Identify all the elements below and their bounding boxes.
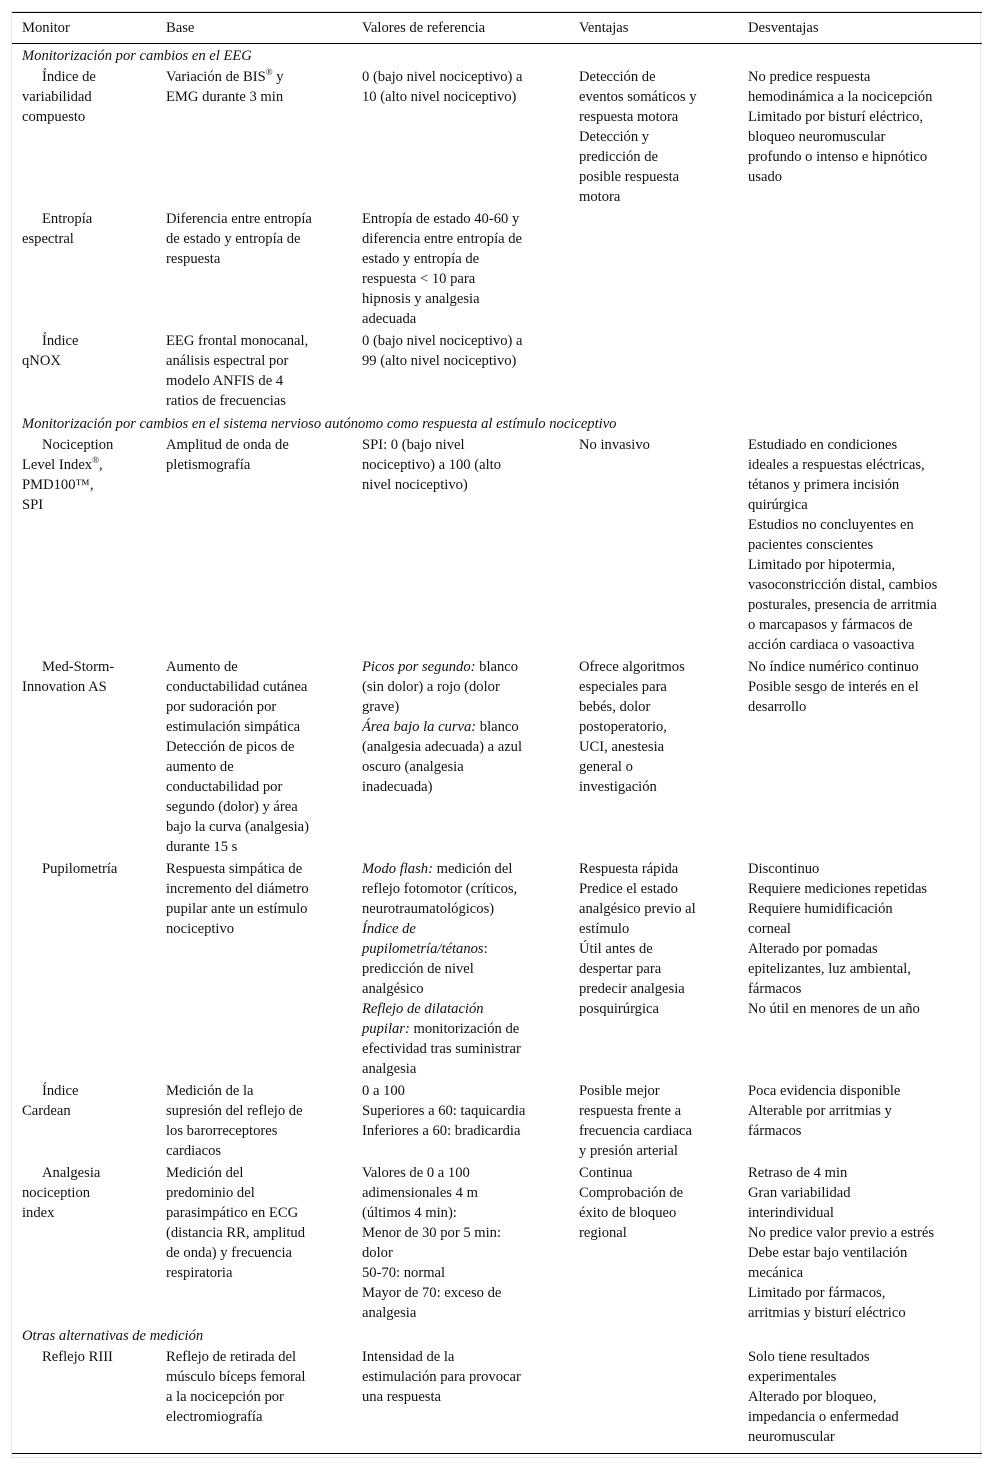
cell-line: Reflejo RIII bbox=[42, 1349, 113, 1365]
cell-line: Med-Storm- bbox=[42, 659, 115, 675]
cell-line: epitelizantes, luz ambiental, bbox=[748, 961, 911, 977]
cell-line: general o bbox=[579, 759, 633, 775]
cell-valores bbox=[352, 858, 569, 1080]
cell-line: Continua bbox=[579, 1165, 633, 1181]
cell-line: No predice valor previo a estrés bbox=[748, 1225, 934, 1241]
cell-line: ideales a respuestas eléctricas, bbox=[748, 457, 925, 473]
cell-line: modelo ANFIS de 4 bbox=[166, 373, 284, 389]
cell-desventajas bbox=[738, 656, 982, 858]
cell-line: No predice respuesta bbox=[748, 69, 871, 85]
cell-line: una respuesta bbox=[362, 1389, 442, 1405]
cell-line: estímulo bbox=[579, 921, 630, 937]
cell-line: Intensidad de la bbox=[362, 1349, 455, 1365]
cell-line bbox=[362, 657, 565, 677]
cell-line: SPI bbox=[22, 497, 44, 513]
cell-line: eventos somáticos y bbox=[579, 89, 697, 105]
cell-valores bbox=[352, 1080, 569, 1162]
cell-line: Debe estar bajo ventilación bbox=[748, 1245, 908, 1261]
cell-line bbox=[362, 1019, 565, 1039]
cell-base bbox=[156, 330, 352, 412]
cell-monitor bbox=[12, 1162, 156, 1324]
cell-line: Medición del bbox=[166, 1165, 244, 1181]
cell-line bbox=[362, 1039, 565, 1059]
cell-line: nivel nociceptivo) bbox=[362, 477, 468, 493]
cell-italic-text: Picos por segundo: bbox=[362, 659, 476, 675]
cell-line: estimulación simpática bbox=[166, 719, 301, 735]
cell-text: : bbox=[483, 941, 488, 957]
cell-line: Gran variabilidad bbox=[748, 1185, 851, 1201]
cell-line: EMG durante 3 min bbox=[166, 89, 284, 105]
cell-line: 0 (bajo nivel nociceptivo) a bbox=[362, 69, 523, 85]
cell-line: 0 a 100 bbox=[362, 1083, 405, 1099]
monitoring-table bbox=[12, 12, 982, 1454]
cell-ventajas bbox=[569, 1080, 738, 1162]
cell-line: No útil en menores de un año bbox=[748, 1001, 920, 1017]
section-row bbox=[12, 1324, 982, 1346]
cell-line bbox=[362, 879, 565, 899]
cell-valores bbox=[352, 1346, 569, 1454]
cell-line bbox=[362, 959, 565, 979]
cell-line: EEG frontal monocanal, bbox=[166, 333, 309, 349]
cell-line: Respuesta simpática de bbox=[166, 861, 303, 877]
cell-line: Detección y bbox=[579, 129, 650, 145]
cell-line: 10 (alto nivel nociceptivo) bbox=[362, 89, 517, 105]
cell-line: Retraso de 4 min bbox=[748, 1165, 848, 1181]
cell-line: frecuencia cardiaca bbox=[579, 1123, 693, 1139]
cell-base bbox=[156, 1162, 352, 1324]
cell-desventajas bbox=[738, 1162, 982, 1324]
cell-text: medición del bbox=[432, 861, 513, 877]
header-ventajas: Ventajas bbox=[569, 13, 738, 44]
cell-text: analgésico bbox=[362, 981, 424, 997]
cell-base bbox=[156, 858, 352, 1080]
table-row bbox=[12, 208, 982, 330]
cell-line bbox=[362, 919, 565, 939]
cell-monitor bbox=[12, 66, 156, 208]
cell-line: Discontinuo bbox=[748, 861, 820, 877]
cell-line bbox=[362, 677, 565, 697]
cell-line: Superiores a 60: taquicardia bbox=[362, 1103, 526, 1119]
cell-line: interindividual bbox=[748, 1205, 834, 1221]
cell-base bbox=[156, 434, 352, 656]
cell-line: acción cardiaca o vasoactiva bbox=[748, 637, 915, 653]
cell-line: Analgesia bbox=[42, 1165, 101, 1181]
header-row bbox=[12, 13, 982, 44]
cell-line: Comprobación de bbox=[579, 1185, 684, 1201]
cell-italic-text: Modo flash: bbox=[362, 861, 433, 877]
cell-line: Variación de BIS® y bbox=[166, 67, 284, 85]
cell-line: Detección de picos de bbox=[166, 739, 295, 755]
cell-line: adimensionales 4 m bbox=[362, 1185, 478, 1201]
cell-line: vasoconstricción distal, cambios bbox=[748, 577, 938, 593]
cell-line: variabilidad bbox=[22, 89, 92, 105]
section-title: Monitorización por cambios en el EEG bbox=[22, 48, 252, 64]
header-base: Base bbox=[156, 13, 352, 44]
cell-valores bbox=[352, 434, 569, 656]
section-row bbox=[12, 412, 982, 434]
cell-line: estado y entropía de bbox=[362, 251, 480, 267]
cell-text: reflejo fotomotor (críticos, bbox=[362, 881, 518, 897]
cell-line: especiales para bbox=[579, 679, 667, 695]
cell-line: profundo o intenso e hipnótico bbox=[748, 149, 928, 165]
cell-line bbox=[362, 717, 565, 737]
cell-line: Menor de 30 por 5 min: bbox=[362, 1225, 502, 1241]
table-row bbox=[12, 330, 982, 412]
cell-line: conductabilidad cutánea bbox=[166, 679, 308, 695]
cell-base bbox=[156, 656, 352, 858]
cell-desventajas bbox=[738, 858, 982, 1080]
cell-line: éxito de bloqueo bbox=[579, 1205, 677, 1221]
cell-line: Aumento de bbox=[166, 659, 238, 675]
cell-line: Poca evidencia disponible bbox=[748, 1083, 901, 1099]
cell-line: electromiografía bbox=[166, 1409, 263, 1425]
header-valores: Valores de referencia bbox=[352, 13, 569, 44]
cell-line: 0 (bajo nivel nociceptivo) a bbox=[362, 333, 523, 349]
cell-line: Requiere humidificación bbox=[748, 901, 893, 917]
cell-line: Limitado por bisturí eléctrico, bbox=[748, 109, 924, 125]
cell-line: (distancia RR, amplitud bbox=[166, 1225, 306, 1241]
cell-line: usado bbox=[748, 169, 783, 185]
cell-ventajas bbox=[569, 208, 738, 330]
cell-line: respuesta < 10 para bbox=[362, 271, 476, 287]
cell-line: respiratoria bbox=[166, 1265, 233, 1281]
cell-line: Pupilometría bbox=[42, 861, 118, 877]
cell-line: Índice bbox=[42, 333, 79, 349]
cell-line: nociceptivo) a 100 (alto bbox=[362, 457, 501, 473]
section-title: Otras alternativas de medición bbox=[22, 1328, 204, 1344]
cell-line: motora bbox=[579, 189, 621, 205]
cell-line: dolor bbox=[362, 1245, 393, 1261]
cell-text: inadecuada) bbox=[362, 779, 433, 795]
cell-line: o marcapasos y fármacos de bbox=[748, 617, 913, 633]
cell-line: Limitado por hipotermia, bbox=[748, 557, 896, 573]
cell-line: No invasivo bbox=[579, 437, 650, 453]
cell-line: Índice de bbox=[42, 69, 96, 85]
cell-line: qNOX bbox=[22, 353, 61, 369]
cell-desventajas bbox=[738, 66, 982, 208]
cell-monitor bbox=[12, 208, 156, 330]
cell-line: PMD100™, bbox=[22, 477, 94, 493]
cell-line: Ofrece algoritmos bbox=[579, 659, 685, 675]
cell-base bbox=[156, 1080, 352, 1162]
cell-base bbox=[156, 208, 352, 330]
cell-desventajas bbox=[738, 434, 982, 656]
cell-line: mecánica bbox=[748, 1265, 804, 1281]
cell-desventajas bbox=[738, 1080, 982, 1162]
cell-line bbox=[362, 979, 565, 999]
cell-desventajas bbox=[738, 1346, 982, 1454]
cell-text: predicción de nivel bbox=[362, 961, 474, 977]
cell-line: tétanos y primera incisión bbox=[748, 477, 900, 493]
cell-line: Alterado por bloqueo, bbox=[748, 1389, 877, 1405]
table-row bbox=[12, 1346, 982, 1454]
cell-valores bbox=[352, 208, 569, 330]
cell-italic-text: pupilar: bbox=[362, 1021, 410, 1037]
cell-line: hemodinámica a la nocicepción bbox=[748, 89, 933, 105]
cell-ventajas bbox=[569, 330, 738, 412]
cell-line: 50-70: normal bbox=[362, 1265, 446, 1281]
cell-line: Cardean bbox=[22, 1103, 71, 1119]
cell-line: (últimos 4 min): bbox=[362, 1205, 457, 1221]
cell-line: Level Index®, bbox=[22, 455, 103, 473]
cell-ventajas bbox=[569, 858, 738, 1080]
cell-line: Detección de bbox=[579, 69, 656, 85]
cell-line: pupilar ante un estímulo bbox=[166, 901, 308, 917]
cell-line: posquirúrgica bbox=[579, 1001, 659, 1017]
cell-line: a la nocicepción por bbox=[166, 1389, 284, 1405]
cell-line: los barorreceptores bbox=[166, 1123, 278, 1139]
cell-ventajas bbox=[569, 1162, 738, 1324]
cell-base bbox=[156, 66, 352, 208]
cell-line bbox=[362, 899, 565, 919]
cell-line: predicción de bbox=[579, 149, 659, 165]
cell-line: de onda) y frecuencia bbox=[166, 1245, 292, 1261]
cell-line: Reflejo de retirada del bbox=[166, 1349, 297, 1365]
cell-text: neurotraumatológicos) bbox=[362, 901, 495, 917]
cell-italic-text: pupilometría/tétanos bbox=[362, 941, 484, 957]
table-row bbox=[12, 858, 982, 1080]
cell-line: conductabilidad por bbox=[166, 779, 283, 795]
cell-line: SPI: 0 (bajo nivel bbox=[362, 437, 465, 453]
cell-line: compuesto bbox=[22, 109, 86, 125]
cell-valores bbox=[352, 66, 569, 208]
cell-monitor bbox=[12, 434, 156, 656]
cell-line: estimulación para provocar bbox=[362, 1369, 521, 1385]
table-body bbox=[12, 44, 982, 1454]
cell-line: Diferencia entre entropía bbox=[166, 211, 312, 227]
cell-line: Limitado por fármacos, bbox=[748, 1285, 886, 1301]
cell-line bbox=[362, 859, 565, 879]
cell-line: bebés, dolor bbox=[579, 699, 651, 715]
cell-line bbox=[362, 777, 565, 797]
cell-line: predominio del bbox=[166, 1185, 255, 1201]
cell-line: segundo (dolor) y área bbox=[166, 799, 298, 815]
section-row bbox=[12, 44, 982, 67]
table-row bbox=[12, 656, 982, 858]
cell-line: bloqueo neuromuscular bbox=[748, 129, 886, 145]
cell-valores bbox=[352, 330, 569, 412]
cell-ventajas bbox=[569, 66, 738, 208]
cell-line: experimentales bbox=[748, 1369, 837, 1385]
cell-text: oscuro (analgesia bbox=[362, 759, 464, 775]
cell-line: de estado y entropía de bbox=[166, 231, 301, 247]
cell-line: investigación bbox=[579, 779, 657, 795]
cell-monitor bbox=[12, 1346, 156, 1454]
cell-ventajas bbox=[569, 656, 738, 858]
cell-line: diferencia entre entropía de bbox=[362, 231, 523, 247]
cell-text: analgesia bbox=[362, 1061, 417, 1077]
cell-line: respuesta frente a bbox=[579, 1103, 682, 1119]
cell-line: Útil antes de bbox=[579, 941, 653, 957]
cell-line: Alterable por arritmias y bbox=[748, 1103, 892, 1119]
cell-line: impedancia o enfermedad bbox=[748, 1409, 899, 1425]
cell-line: Estudiado en condiciones bbox=[748, 437, 898, 453]
cell-line: nociceptivo bbox=[166, 921, 235, 937]
cell-line bbox=[362, 999, 565, 1019]
cell-line: Mayor de 70: exceso de bbox=[362, 1285, 502, 1301]
cell-line: Nociception bbox=[42, 437, 114, 453]
cell-line: Estudios no concluyentes en bbox=[748, 517, 914, 533]
cell-line: corneal bbox=[748, 921, 791, 937]
cell-line: parasimpático en ECG bbox=[166, 1205, 299, 1221]
cell-line bbox=[362, 757, 565, 777]
cell-line: supresión del reflejo de bbox=[166, 1103, 303, 1119]
cell-monitor bbox=[12, 858, 156, 1080]
cell-line: posible respuesta bbox=[579, 169, 680, 185]
cell-valores bbox=[352, 1162, 569, 1324]
cell-line: regional bbox=[579, 1225, 627, 1241]
cell-line: nociception bbox=[22, 1185, 91, 1201]
cell-line: cardiacos bbox=[166, 1143, 222, 1159]
cell-line: Inferiores a 60: bradicardia bbox=[362, 1123, 521, 1139]
cell-line: Medición de la bbox=[166, 1083, 254, 1099]
cell-line: hipnosis y analgesia bbox=[362, 291, 480, 307]
cell-line: Posible sesgo de interés en el bbox=[748, 679, 919, 695]
cell-line: analgesia bbox=[362, 1305, 417, 1321]
cell-desventajas bbox=[738, 330, 982, 412]
cell-line: durante 15 s bbox=[166, 839, 238, 855]
cell-line: análisis espectral por bbox=[166, 353, 289, 369]
cell-line: incremento del diámetro bbox=[166, 881, 309, 897]
cell-line bbox=[362, 737, 565, 757]
cell-monitor bbox=[12, 1080, 156, 1162]
table-row bbox=[12, 434, 982, 656]
cell-valores bbox=[352, 656, 569, 858]
cell-line: Índice bbox=[42, 1083, 79, 1099]
cell-text: monitorización de bbox=[409, 1021, 520, 1037]
cell-line: index bbox=[22, 1205, 55, 1221]
cell-base bbox=[156, 1346, 352, 1454]
cell-italic-text: Reflejo de dilatación bbox=[362, 1001, 484, 1017]
cell-line: arritmias y bisturí eléctrico bbox=[748, 1305, 906, 1321]
cell-line: respuesta bbox=[166, 251, 221, 267]
cell-line: Requiere mediciones repetidas bbox=[748, 881, 928, 897]
cell-line: desarrollo bbox=[748, 699, 807, 715]
cell-line: Entropía bbox=[42, 211, 93, 227]
header-monitor: Monitor bbox=[12, 13, 156, 44]
cell-line bbox=[362, 939, 565, 959]
cell-monitor bbox=[12, 656, 156, 858]
cell-monitor bbox=[12, 330, 156, 412]
cell-line: Innovation AS bbox=[22, 679, 107, 695]
cell-line: por sudoración por bbox=[166, 699, 277, 715]
table-row bbox=[12, 1162, 982, 1324]
table-container bbox=[11, 11, 981, 1458]
cell-italic-text: Índice de bbox=[362, 921, 416, 937]
cell-line: adecuada bbox=[362, 311, 417, 327]
cell-line: fármacos bbox=[748, 981, 802, 997]
cell-line: músculo bíceps femoral bbox=[166, 1369, 306, 1385]
cell-line: predecir analgesia bbox=[579, 981, 685, 997]
cell-text: blanco bbox=[475, 659, 519, 675]
cell-text: (sin dolor) a rojo (dolor bbox=[362, 679, 500, 695]
cell-line: pacientes conscientes bbox=[748, 537, 874, 553]
cell-text: efectividad tras suministrar bbox=[362, 1041, 521, 1057]
cell-line: Solo tiene resultados bbox=[748, 1349, 870, 1365]
cell-line: fármacos bbox=[748, 1123, 802, 1139]
cell-line: respuesta motora bbox=[579, 109, 679, 125]
cell-line bbox=[362, 1059, 565, 1079]
cell-line: Alterado por pomadas bbox=[748, 941, 878, 957]
cell-line: neuromuscular bbox=[748, 1429, 835, 1445]
cell-line: y presión arterial bbox=[579, 1143, 678, 1159]
cell-line bbox=[362, 697, 565, 717]
cell-line: Entropía de estado 40-60 y bbox=[362, 211, 520, 227]
cell-ventajas bbox=[569, 1346, 738, 1454]
cell-line: aumento de bbox=[166, 759, 234, 775]
cell-text: blanco bbox=[476, 719, 519, 735]
table-row bbox=[12, 1080, 982, 1162]
cell-line: posturales, presencia de arritmia bbox=[748, 597, 937, 613]
cell-line: Predice el estado bbox=[579, 881, 678, 897]
cell-line: analgésico previo al bbox=[579, 901, 696, 917]
cell-line: despertar para bbox=[579, 961, 662, 977]
cell-line: UCI, anestesia bbox=[579, 739, 665, 755]
cell-text: (analgesia adecuada) a azul bbox=[362, 739, 523, 755]
header-desventajas: Desventajas bbox=[738, 13, 982, 44]
cell-line: quirúrgica bbox=[748, 497, 808, 513]
cell-line: ratios de frecuencias bbox=[166, 393, 286, 409]
section-title: Monitorización por cambios en el sistema nervioso autónomo como respuesta al estímulo nociceptivo bbox=[22, 416, 617, 432]
table-row bbox=[12, 66, 982, 208]
cell-desventajas bbox=[738, 208, 982, 330]
cell-ventajas bbox=[569, 434, 738, 656]
cell-line: bajo la curva (analgesia) bbox=[166, 819, 310, 835]
cell-line: 99 (alto nivel nociceptivo) bbox=[362, 353, 517, 369]
cell-text: grave) bbox=[362, 699, 400, 715]
cell-line: postoperatorio, bbox=[579, 719, 667, 735]
cell-line: Valores de 0 a 100 bbox=[362, 1165, 470, 1181]
cell-line: No índice numérico continuo bbox=[748, 659, 919, 675]
cell-line: pletismografía bbox=[166, 457, 251, 473]
cell-line: Posible mejor bbox=[579, 1083, 660, 1099]
cell-line: espectral bbox=[22, 231, 74, 247]
cell-line: Amplitud de onda de bbox=[166, 437, 289, 453]
cell-italic-text: Área bajo la curva: bbox=[362, 719, 477, 735]
cell-line: Respuesta rápida bbox=[579, 861, 679, 877]
